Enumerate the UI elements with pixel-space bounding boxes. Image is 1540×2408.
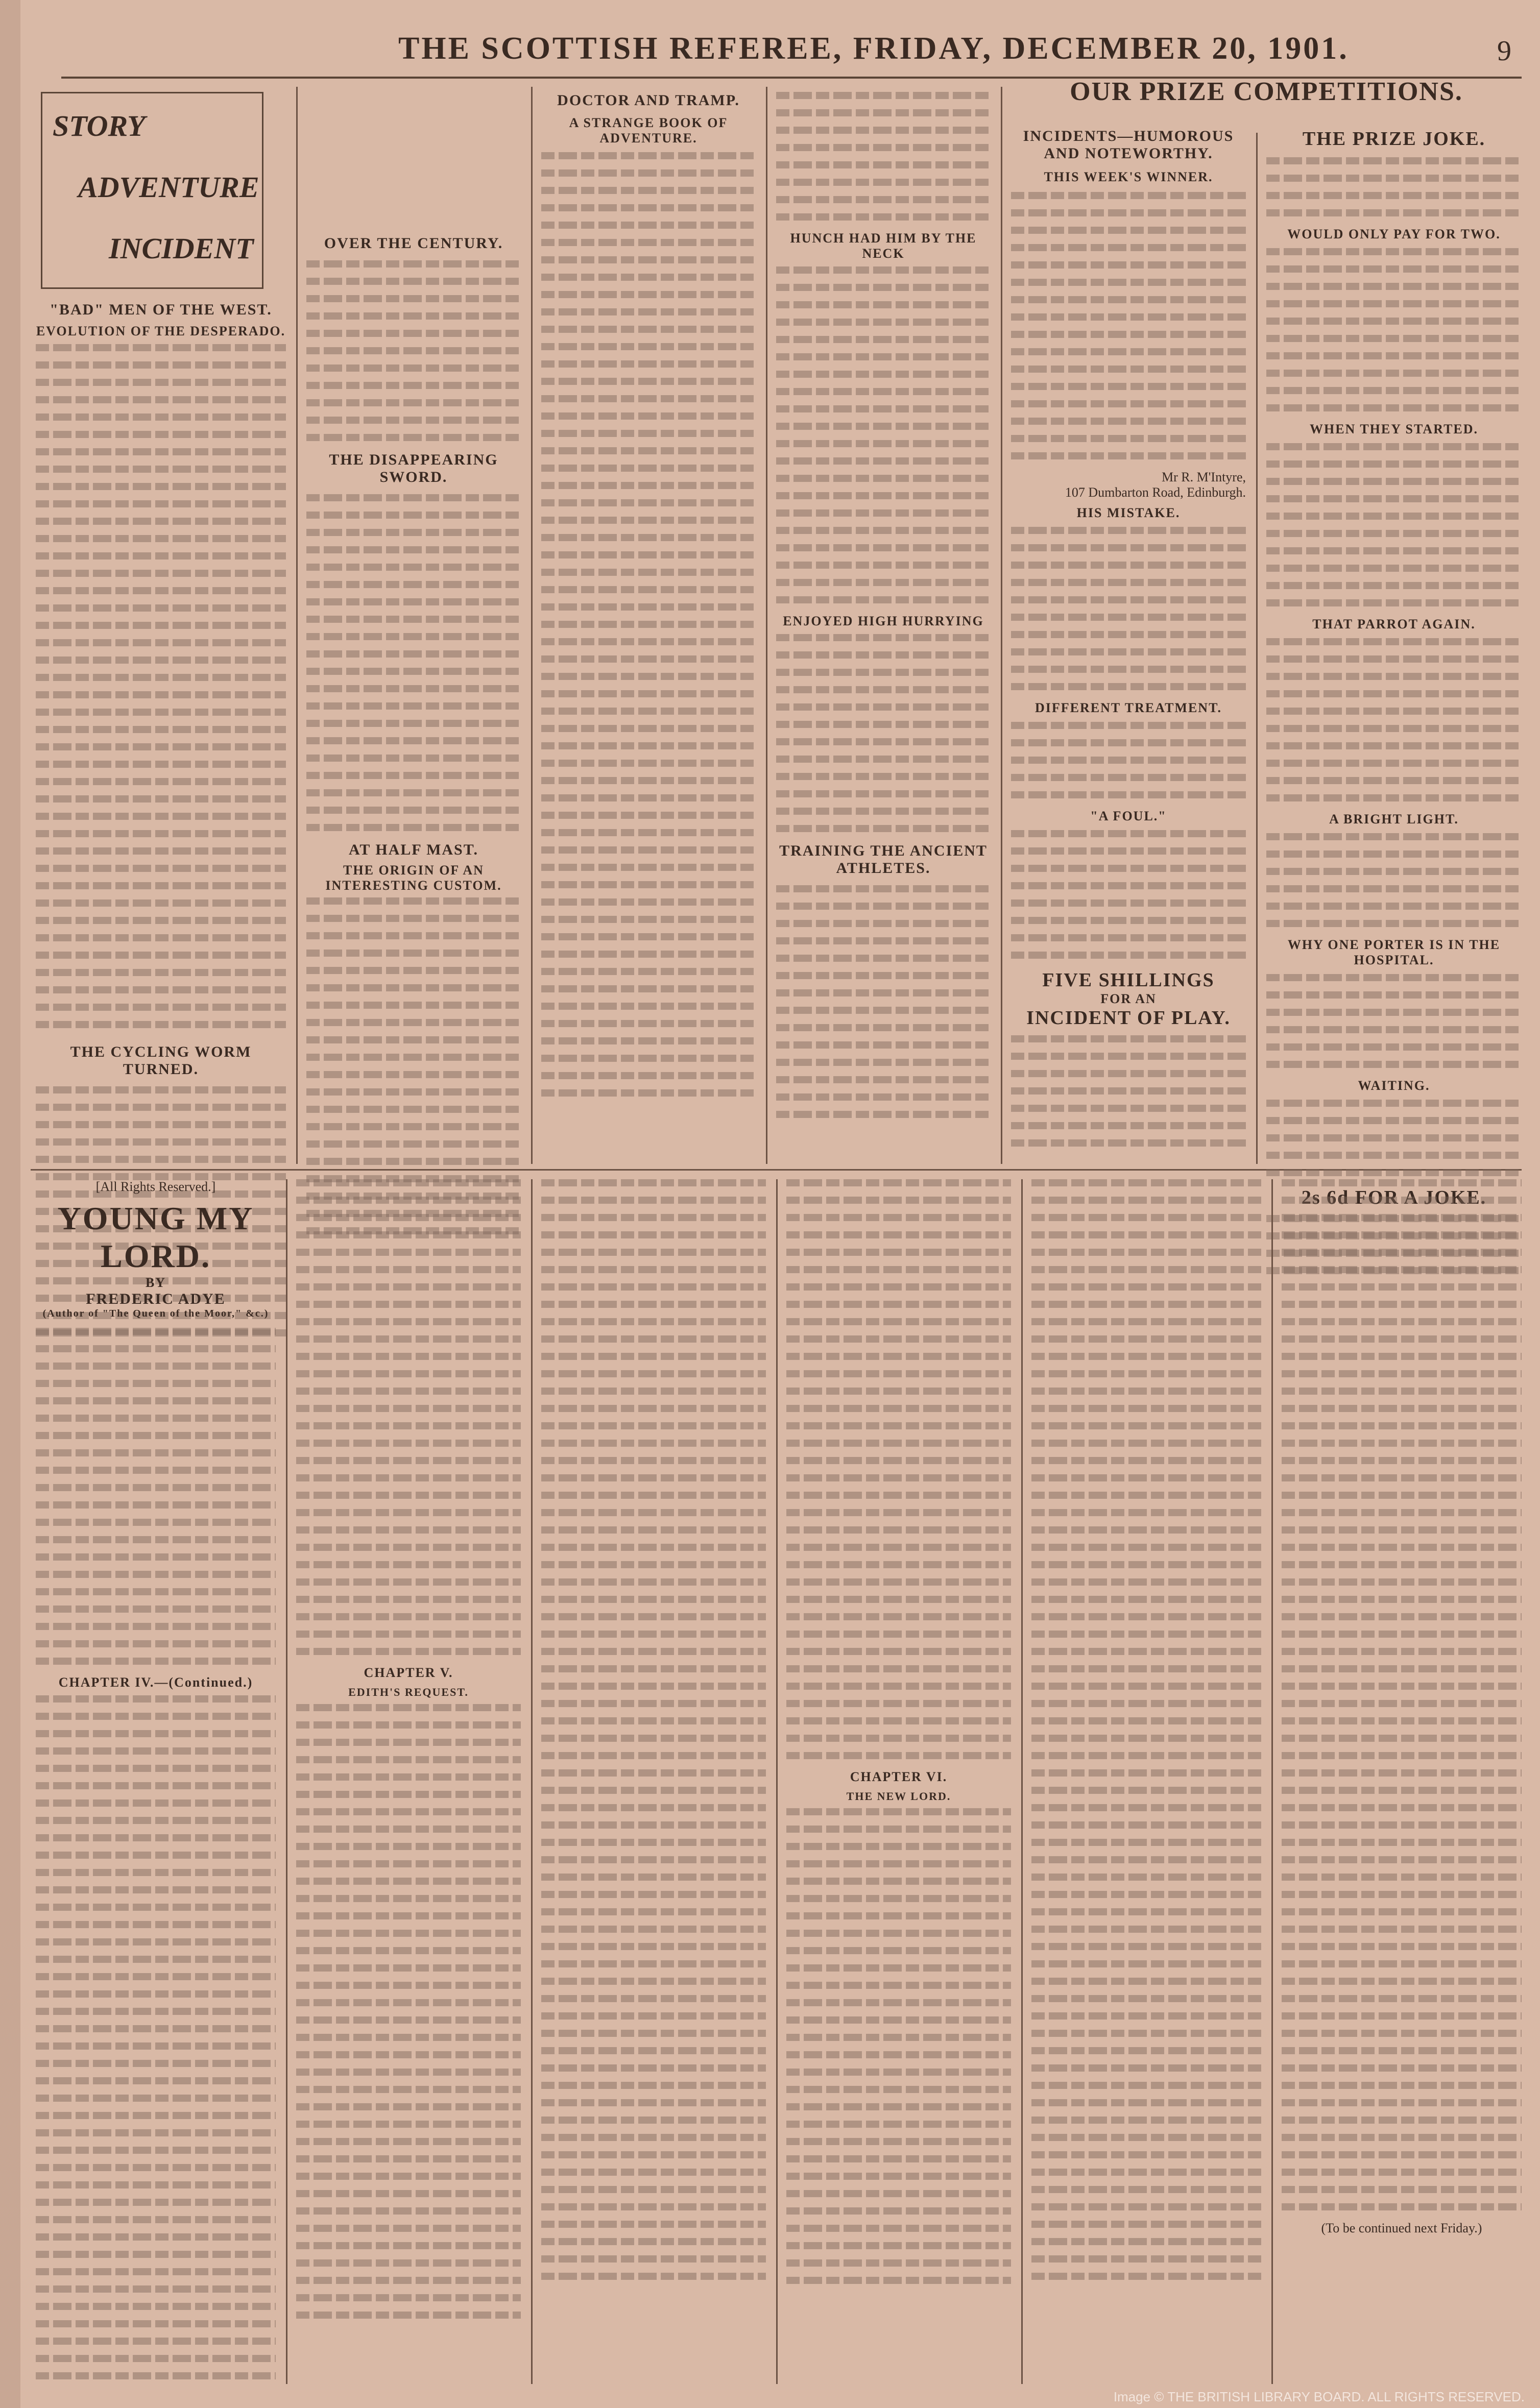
article-body	[1266, 974, 1522, 1068]
serial-body	[36, 1695, 276, 2379]
chapter-subheading: EDITH'S REQUEST.	[348, 1686, 469, 1698]
article-body	[1266, 638, 1522, 801]
column-3	[541, 92, 756, 1107]
serial-column-5	[1031, 1179, 1261, 2290]
joke-heading: WAITING.	[1358, 1078, 1430, 1093]
serial-author-note: (Author of "The Queen of the Moor," &c.)	[42, 1308, 269, 1319]
serial-column-2	[296, 1179, 521, 2329]
joke-heading: THAT PARROT AGAIN.	[1312, 617, 1476, 631]
serial-body	[1031, 1179, 1261, 2280]
article-body	[36, 344, 286, 1028]
serial-by: BY	[145, 1275, 166, 1290]
article-body	[1011, 1035, 1246, 1147]
ornament-word-incident: INCIDENT	[109, 232, 254, 265]
section-subheading: THIS WEEK'S WINNER.	[1044, 169, 1213, 184]
serial-synopsis	[36, 1328, 276, 1665]
column-2	[306, 235, 521, 1245]
chapter-heading: CHAPTER V.	[364, 1665, 453, 1680]
column-rule	[531, 87, 533, 1164]
column-rule	[531, 1179, 533, 2384]
competitions-title: OUR PRIZE COMPETITIONS.	[1070, 77, 1463, 106]
article-subheading: EVOLUTION OF THE DESPERADO.	[36, 324, 286, 338]
story-adventure-incident-ornament	[41, 92, 263, 289]
ornament-word-adventure: ADVENTURE	[78, 171, 259, 204]
chapter-heading: CHAPTER VI.	[850, 1769, 948, 1784]
joke-prize-heading: 2s 6d FOR A JOKE.	[1301, 1187, 1487, 1208]
article-body	[776, 885, 991, 1118]
article-body	[776, 266, 991, 603]
column-rule	[286, 1179, 287, 2384]
column-rule	[296, 87, 298, 1164]
serial-column-6	[1282, 1179, 1522, 2236]
chapter-heading: CHAPTER IV.—(Continued.)	[58, 1675, 253, 1690]
serial-title: YOUNG MY LORD.	[57, 1200, 254, 1274]
serial-body	[786, 1808, 1011, 2284]
article-heading: AT HALF MAST.	[348, 841, 479, 858]
masthead-title: THE SCOTTISH REFEREE, FRIDAY, DECEMBER 20, 1901.	[398, 31, 1349, 66]
column-rule	[1256, 133, 1258, 1164]
column-rule	[1271, 1179, 1273, 2384]
column-rule	[776, 1179, 778, 2384]
serial-body	[541, 1179, 766, 2280]
article-heading: OVER THE CENTURY.	[324, 235, 503, 252]
story-heading: "A FOUL."	[1090, 809, 1167, 823]
serial-column-3	[541, 1179, 766, 2290]
joke-heading: WHEN THEY STARTED.	[1309, 422, 1479, 436]
page-gutter	[0, 0, 20, 2408]
column-5	[1011, 128, 1246, 1157]
article-body	[776, 634, 991, 832]
article-body	[1011, 722, 1246, 798]
serial-continued-note: (To be continued next Friday.)	[1321, 2221, 1482, 2235]
article-body	[1011, 192, 1246, 459]
article-body	[1266, 443, 1522, 606]
article-body	[1266, 157, 1522, 216]
competitions-header	[1011, 77, 1522, 107]
column-4	[776, 92, 991, 1128]
column-rule	[1001, 87, 1002, 1164]
article-body	[541, 152, 756, 1097]
article-body	[1011, 830, 1246, 959]
joke-heading: WOULD ONLY PAY FOR TWO.	[1287, 227, 1501, 241]
prize-joke-heading: THE PRIZE JOKE.	[1302, 128, 1486, 150]
serial-body	[1282, 1179, 1522, 2210]
story-heading: DIFFERENT TREATMENT.	[1034, 700, 1222, 715]
serial-body	[296, 1704, 521, 2319]
column-6	[1266, 128, 1522, 1284]
article-heading: THE DISAPPEARING SWORD.	[329, 451, 498, 485]
article-body	[1266, 1100, 1522, 1176]
joke-heading: A BRIGHT LIGHT.	[1329, 812, 1459, 826]
serial-author: FREDERIC ADYE	[86, 1291, 226, 1307]
winner-address: 107 Dumbarton Road, Edinburgh.	[1065, 485, 1246, 500]
article-heading: "BAD" MEN OF THE WEST.	[50, 301, 272, 318]
article-body	[1266, 248, 1522, 411]
story-heading: HIS MISTAKE.	[1076, 505, 1181, 520]
article-body	[306, 260, 521, 441]
serial-column-1	[36, 1179, 276, 2390]
article-subheading: HUNCH HAD HIM BY THE NECK	[790, 231, 977, 261]
joke-heading: WHY ONE PORTER IS IN THE HOSPITAL.	[1287, 937, 1501, 967]
article-body	[776, 92, 991, 221]
rights-notice: [All Rights Reserved.]	[95, 1179, 216, 1194]
article-heading: TRAINING THE ANCIENT ATHLETES.	[779, 842, 988, 877]
column-rule	[766, 87, 767, 1164]
article-body	[1011, 527, 1246, 690]
column-rule	[1021, 1179, 1023, 2384]
ornament-word-story: STORY	[53, 109, 146, 142]
serial-body	[786, 1179, 1011, 1759]
masthead	[61, 20, 1522, 79]
article-subheading: ENJOYED HIGH HURRYING	[783, 614, 984, 628]
five-shillings-for-an: FOR AN	[1100, 991, 1157, 1006]
article-subheading: THE ORIGIN OF AN INTERESTING CUSTOM.	[325, 863, 502, 893]
article-body	[306, 494, 521, 831]
article-body	[1266, 833, 1522, 927]
five-shillings-heading: FIVE SHILLINGS	[1042, 969, 1215, 991]
serial-body	[296, 1179, 521, 1655]
chapter-subheading: THE NEW LORD.	[846, 1790, 951, 1803]
winner-name: Mr R. M'Intyre,	[1161, 470, 1246, 484]
article-subheading: A STRANGE BOOK OF ADVENTURE.	[569, 115, 728, 145]
incident-of-play-heading: INCIDENT OF PLAY.	[1026, 1007, 1231, 1029]
page-number: 9	[1497, 35, 1511, 67]
copyright-credit: Image © THE BRITISH LIBRARY BOARD. ALL RIGHTS RESERVED.	[1113, 2389, 1525, 2404]
serial-column-4	[786, 1179, 1011, 2294]
article-heading: DOCTOR AND TRAMP.	[557, 92, 740, 109]
article-heading: THE CYCLING WORM TURNED.	[70, 1043, 252, 1078]
section-heading: INCIDENTS—HUMOROUS AND NOTEWORTHY.	[1023, 128, 1234, 162]
